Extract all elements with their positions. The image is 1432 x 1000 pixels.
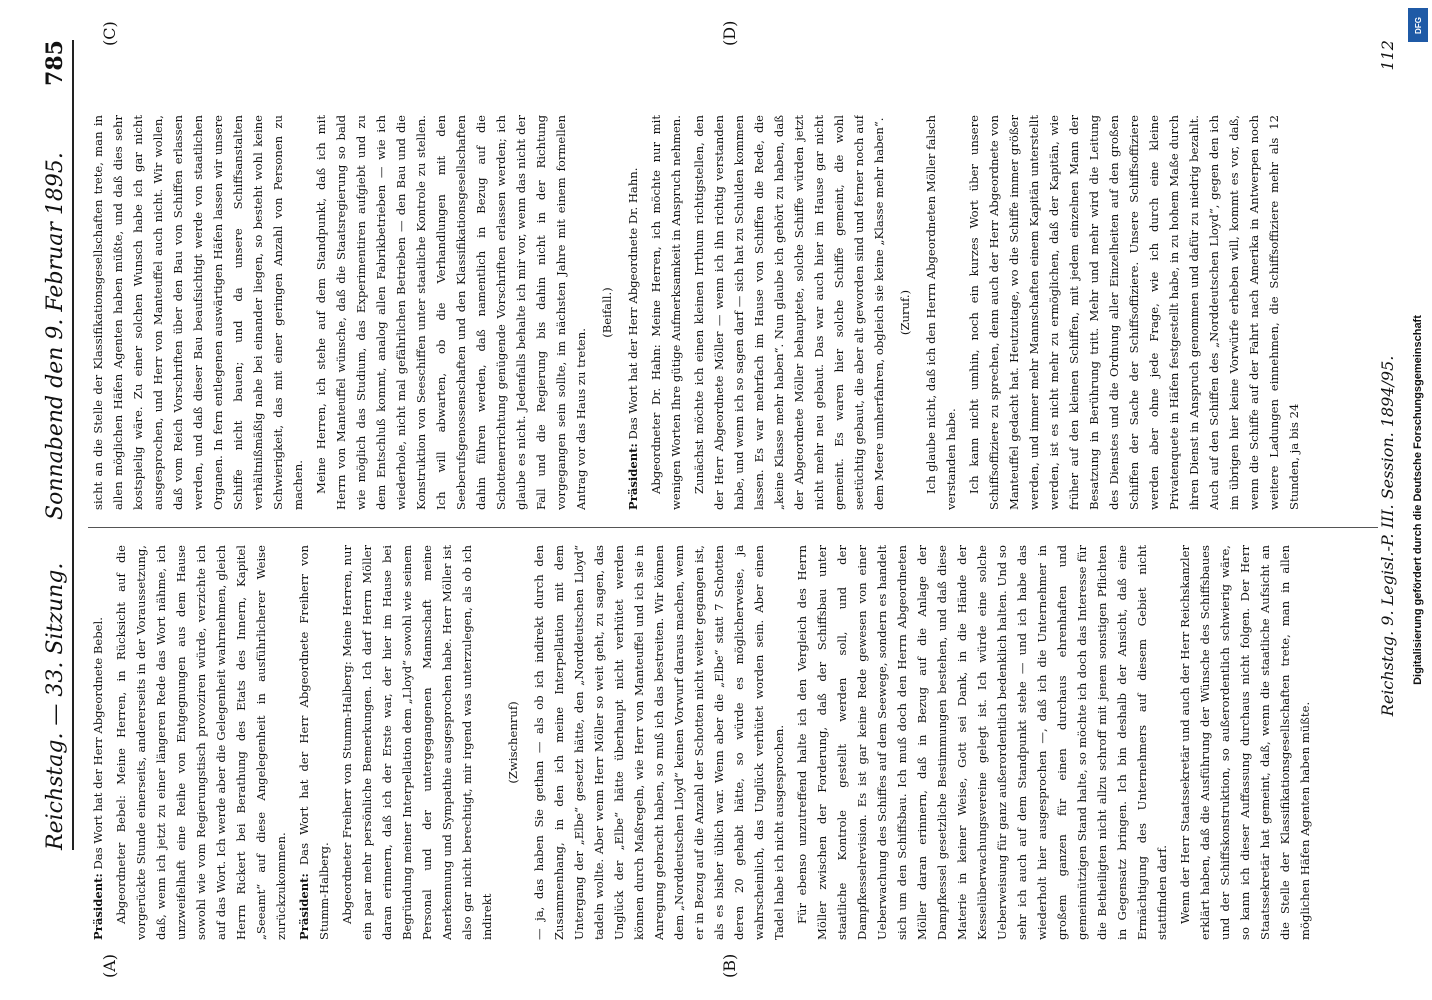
paragraph bbox=[1175, 545, 1315, 940]
right-column bbox=[88, 115, 1368, 510]
margin-marker-d: (D) bbox=[720, 20, 739, 46]
funding-notice: Digitalisierung gefördert durch die Deutsche Forschungsgemeinschaft bbox=[1412, 315, 1424, 685]
speaker-label: Präsident: bbox=[297, 873, 311, 940]
footer-source: Reichstag. 9. Legisl.-P. III. Session. 1894/95. bbox=[1378, 355, 1397, 717]
paragraph bbox=[337, 545, 497, 940]
paragraph bbox=[964, 115, 1304, 510]
paragraph-text: Abgeordneter Dr. Hahn: Meine Herren, ich möchte nur mit wenigen Worten Ihre gütige Aufmerksamkeit in Anspruch nehmen. bbox=[649, 115, 683, 510]
paragraph-text: Meine Herren, ich stehe auf dem Standpunkt, daß ich mit Herrn von Manteuffel wünsche, daß die Staatsregierung so bald wie möglich das Studium, das Experimentiren aufgiebt und zu dem Entschluß kommt, analog allen Fabrikbetrieben — wie ich wiederhole, nicht mal gefährlichen Betrieben — den Bau und die Konstruktion von Seeschiffen unter staatliche Kontrole zu stellen. Ich will abwarten, ob die Verhandlungen mit den Seeberufsgenossenschaften und den Klassifikationsgesellschaften dahin führen werden, daß namentlich in Bezug auf die Schottenerrichtung genügende Vorschriften erlassen werden; ich glaube es nicht. Jedenfalls behalte ich mir vor, wenn das nicht der Fall und die Regierung bis dahin nicht in der Richtung vorgegangen sein sollte, im nächsten Jahre mit einem formellen Antrag vor das Haus zu treten. bbox=[314, 115, 588, 510]
paragraph bbox=[111, 545, 291, 940]
paragraph bbox=[689, 115, 889, 510]
paragraph-text: Das Wort hat der Herr Abgeordnete Dr. Hahn. bbox=[626, 167, 640, 440]
paragraph bbox=[88, 115, 308, 510]
paragraph-text: Abgeordneter Bebel: Meine Herren, in Rücksicht auf die vorgerückte Stunde einerseits, andererseits in der Voraussetzung, daß, wenn ich jetzt zu einer längeren Rede das Wort nähme, ich unzweifelhaft eine Reihe von Entgegnungen aus dem Hause sowohl wie vom Regierungstisch provoziren würde, verzichte ich auf das Wort. Ich werde aber die Gelegenheit wahrnehmen, gleich Herrn Rickert bei Berathung des Etats des Innern, Kapitel „Seeamt“ auf diese Angelegenheit in ausführlicherer Weise zurückzukommen. bbox=[114, 545, 288, 940]
paragraph-text: Das Wort hat der Herr Abgeordnete Bebel. bbox=[91, 617, 105, 870]
paragraph bbox=[529, 545, 789, 940]
margin-marker-b: (B) bbox=[720, 953, 739, 978]
paragraph bbox=[792, 545, 1172, 940]
paragraph-text: — ja, das haben Sie gethan — als ob ich indirekt durch den Zusammenhang, in den ich meine Interpellation mit dem Untergang der „Elbe“ gesetzt hätte, den „Norddeutschen Lloyd“ tadeln wollte. Aber wenn Herr Möller so weit geht, zu sagen, das Unglück der „Elbe“ hätte überhaupt nicht verhütet werden können durch Maßregeln, wie Herr von Manteuffel und ich sie in Anregung gebracht haben, so muß ich das bestreiten. Wir können dem „Norddeutschen Lloyd“ keinen Vorwurf daraus machen, wenn er in Bezug auf die Anzahl der Schotten nicht weiter gegangen ist, als es bisher üblich war. Wenn aber die „Elbe“ statt 7 Schotten deren 20 gehabt hätte, so würde es möglicherweise, ja wahrscheinlich, das Unglück verhütet worden sein. Aber einen Tadel habe ich nicht ausgesprochen. bbox=[532, 545, 786, 940]
paragraph-text: Ich glaube nicht, daß ich den Herrn Abgeordneten Möller falsch verstanden habe. bbox=[924, 115, 958, 510]
paragraph-text: Für ebenso unzutreffend halte ich den Vergleich des Herrn Möller zwischen der Forderung, daß der Schiffsbau unter staatliche Kontrole gestellt werden soll, und der Dampfkesselrevision. Es ist gar keine Rede gewesen von einer Ueberwachung des Schiffes auf dem Seewege, sondern es handelt sich um den Schiffsbau. Ich muß doch den Herrn Abgeordneten Möller daran erinnern, daß in Bezug auf die Anlage der Dampfkessel gesetzliche Bestimmungen bestehen, und daß diese Materie in keiner Weise, Gott sei Dank, in die Hände der Kesselüberwachungsvereine gelegt ist. Ich würde eine solche Ueberweisung für ganz außerordentlich bedenklich halten. Und so sehr ich auch auf dem Standpunkt stehe — und ich habe das wiederholt hier ausgesprochen —, daß ich die Unternehmer in großem ganzen für einen durchaus ehrenhaften und gemeinnützigen Stand halte, so möchte ich doch das Interesse für die Betheiligten nicht allzu schroff mit jenem sonstigen Pflichten in Gegensatz bringen. Ich bin deshalb der Ansicht, daß eine Ermächtigung des Unternehmers auf diesem Gebiet nicht stattfinden darf. bbox=[795, 545, 1169, 940]
paragraph-text: Ich kann nicht umhin, noch ein kurzes Wort über unsere Schiffsoffiziere zu sprechen, denn auch der Herr Abgeordnete von Manteuffel gedacht hat. Heutzutage, wo die Schiffe immer größer werden, und immer mehr Mannschaften einem Kapitän unterstellt werden, ist es nicht mehr zu ermöglichen, daß der Kapitän, wie früher auf den kleinen Schiffen, mit jedem einzelnen Mann der Besatzung in Berührung tritt. Mehr und mehr wird die Leitung des Dienstes und die Ordnung aller Einzelheiten auf den großen Schiffen der Sache der Schiffsoffiziere. Unsere Schiffsoffiziere werden aber ohne jede Frage, wie ich durch eine kleine Privatenquete in Häfen festgestellt habe, in zu hohem Maße durch ihren Dienst in Anspruch genommen und dafür zu niedrig bezahlt. Auch auf den Schiffen des „Norddeutschen Lloyd“, gegen den ich im übrigen hier keine Vorwürfe erheben will, kommt es vor, daß, wenn die Schiffe auf der Fahrt nach Amerika in Antwerpen noch weitere Ladungen einnehmen, die Schiffsoffiziere mehr als 12 Stunden, ja bis 24 bbox=[967, 115, 1301, 510]
speaker-label: Präsident: bbox=[626, 443, 640, 510]
paragraph bbox=[646, 115, 686, 510]
speaker-label: Präsident: bbox=[91, 873, 105, 940]
paragraph bbox=[623, 115, 643, 510]
paragraph-text: (Zuruf.) bbox=[898, 289, 912, 336]
header-session: Reichstag. — 33. Sitzung. bbox=[43, 562, 68, 850]
paragraph-text: sicht an die Stelle der Klassifikationsgesellschaften trete, man in allen möglichen Häfen Agenten haben müßte, und daß dies sehr kostspielig wäre. Zu einer solchen Wunsch habe ich gar nicht ausgesprochen, und Herr von Manteuffel auch nicht. Wir wollen, daß vom Reich Vorschriften über den Bau von Schiffen erlassen werden, und daß dieser Bau beaufsichtigt werde von staatlichen Organen. In fern entlegenen auswärtigen Häfen lassen wir unsere Schiffe nicht bauen; und da unsere Schiffsanstalten verhältnißmäßig nahe bei einander liegen, so besteht wohl keine Schwierigkeit, das mit einer geringen Anzahl von Personen zu machen. bbox=[91, 115, 305, 510]
paragraph bbox=[294, 545, 334, 940]
margin-marker-a: (A) bbox=[100, 953, 119, 978]
column-divider bbox=[88, 527, 1378, 528]
digitization-note bbox=[1404, 0, 1432, 1000]
left-column bbox=[88, 545, 1368, 940]
paragraph bbox=[895, 115, 915, 510]
paragraph bbox=[597, 115, 617, 510]
margin-marker-c: (C) bbox=[100, 21, 119, 46]
page-footer bbox=[1378, 40, 1397, 716]
paragraph bbox=[88, 545, 108, 940]
page-header bbox=[38, 40, 74, 850]
paragraph-text: Zunächst möchte ich einen kleinen Irrthum richtigstellen, den der Herr Abgeordnete Möller — wenn ich ihn richtig verstanden habe, und wenn ich so sagen darf — sich hat zu Schulden kommen lassen. Es war mehrfach im Hause von Schiffen die Rede, die „keine Klasse mehr haben“. Nun glaube ich gehört zu haben, daß der Abgeordnete Möller behauptete, solche Schiffe würden jetzt nicht mehr neu gebaut. Das war auch hier im Hause gar nicht gemeint. Es waren hier solche Schiffe gemeint, die wohl seetüchtig gebaut, die aber alt geworden sind und ferner noch auf dem Meere umherfahren, obgleich sie keine „Klasse mehr haben“. bbox=[692, 115, 886, 510]
paragraph-text: (Beifall.) bbox=[600, 287, 614, 338]
paragraph-text: Das Wort hat der Herr Abgeordnete Freiherr von Stumm-Halberg. bbox=[297, 545, 331, 940]
page-number: 785 bbox=[42, 40, 68, 86]
header-date: Sonnabend den 9. Februar 1895. bbox=[43, 152, 68, 520]
paragraph bbox=[311, 115, 591, 510]
paragraph-text: Abgeordneter Freiherr von Stumm-Halberg: Meine Herren, nur ein paar mehr persönliche Bemerkungen. Ich darf Herrn Möller daran erinnern, daß ich der Erste war, der hier im Hause bei Begründung meiner Interpellation dem „Lloyd“ sowohl wie seinem Personal und der untergegangenen Mannschaft meine Anerkennung und Sympathie ausgesprochen habe. Herr Möller ist also gar nicht berechtigt, mir irgend was unterzulegen, als ob ich indirekt bbox=[340, 545, 494, 940]
paragraph bbox=[921, 115, 961, 510]
paragraph bbox=[503, 545, 523, 940]
footer-sheet: 112 bbox=[1378, 40, 1397, 71]
dfg-logo: DFG bbox=[1408, 8, 1428, 42]
paragraph-text: (Zwischenruf) bbox=[506, 701, 520, 784]
paragraph-text: Wenn der Herr Staatssekretär und auch der Herr Reichskanzler erklärt haben, daß die Ausführung der Wünsche des Schiffsbaues und der Schiffskonstruktion, so außerordentlich schwierig wäre, so kann ich dieser Auffassung durchaus nicht folgen. Der Herr Staatssekretär hat gemeint, daß, wenn die staatliche Aufsicht an die Stelle der Klassifikationsgesellschaften trete, man in allen möglichen Häfen Agenten haben müßte. bbox=[1178, 545, 1312, 940]
